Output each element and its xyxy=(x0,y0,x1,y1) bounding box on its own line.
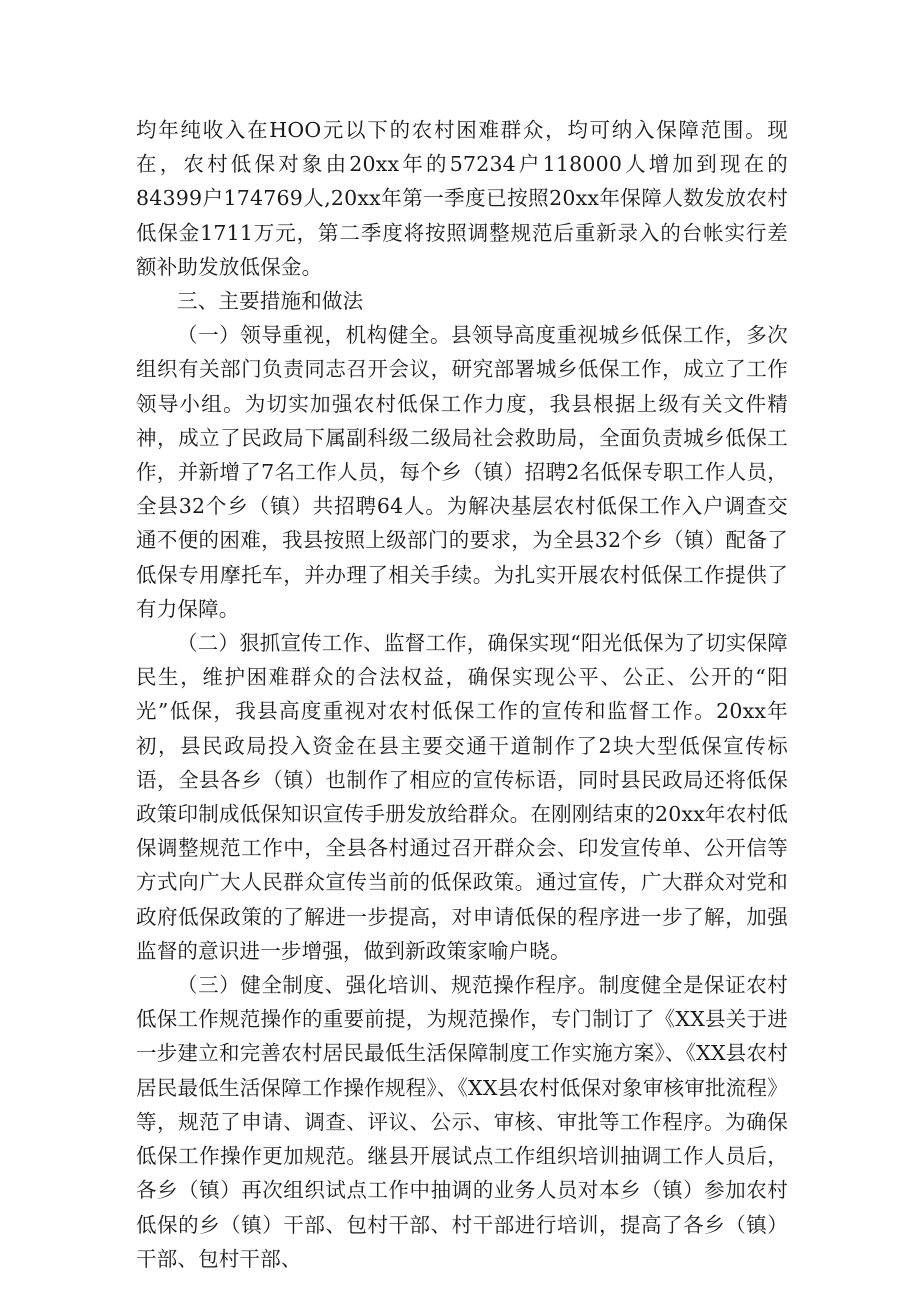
section-heading-measures: 三、主要措施和做法 xyxy=(177,289,364,314)
document-body xyxy=(136,113,788,1276)
paragraph-publicity: （二）狠抓宣传工作、监督工作，确保实现“阳光低保为了切实保障民生，维护困难群众的合法权益，确保实现公平、公正、公开的“阳光”低保，我县高度重视对农村低保工作的宣传和监督工作。20xx年初，县民政局投入资金在县主要交通干道制作了2块大型低保宣传标语，全县各乡（镇）也制作了相应的宣传标语，同时县民政局还将低保政策印制成低保知识宣传手册发放给群众。在刚刚结束的20xx年农村低保调整规范工作中，全县各村通过召开群众会、印发宣传单、公开信等方式向广大人民群众宣传当前的低保政策。通过宣传，广大群众对党和政府低保政策的了解进一步提高，对申请低保的程序进一步了解，加强监督的意识进一步增强，做到新政策家喻户晓。 xyxy=(136,631,788,963)
paragraph-regulations: （三）健全制度、强化培训、规范操作程序。制度健全是保证农村低保工作规范操作的重要前提，为规范操作，专门制订了《XX县关于进一步建立和完善农村居民最低生活保障制度工作实施方案》、《XX县农村居民最低生活保障工作操作规程》、《XX县农村低保对象审核审批流程》等，规范了申请、调查、评议、公示、审核、审批等工作程序。为确保低保工作操作更加规范。继县开展试点工作组织培训抽调工作人员后，各乡（镇）再次组织试点工作中抽调的业务人员对本乡（镇）参加农村低保的乡（镇）干部、包村干部、村干部进行培训，提高了各乡（镇）干部、包村干部、 xyxy=(136,973,788,1271)
paragraph-income-scope: 均年纯收入在HOO元以下的农村困难群众，均可纳入保障范围。现在，农村低保对象由20xx年的57234户118000人增加到现在的84399户174769人,20xx年第一季度已按照20xx年保障人数发放农村低保金1711万元，第二季度将按照调整规范后重新录入的台帐实行差额补助发放低保金。 xyxy=(136,118,788,279)
paragraph-leadership: （一）领导重视，机构健全。县领导高度重视城乡低保工作，多次组织有关部门负责同志召开会议，研究部署城乡低保工作，成立了工作领导小组。为切实加强农村低保工作力度，我县根据上级有关文件精神，成立了民政局下属副科级二级局社会救助局，全面负责城乡低保工作，并新增了7名工作人员，每个乡（镇）招聘2名低保专职工作人员，全县32个乡（镇）共招聘64人。为解决基层农村低保工作入户调查交通不便的困难，我县按照上级部门的要求，为全县32个乡（镇）配备了低保专用摩托车，并办理了相关手续。为扎实开展农村低保工作提供了有力保障。 xyxy=(136,323,788,621)
